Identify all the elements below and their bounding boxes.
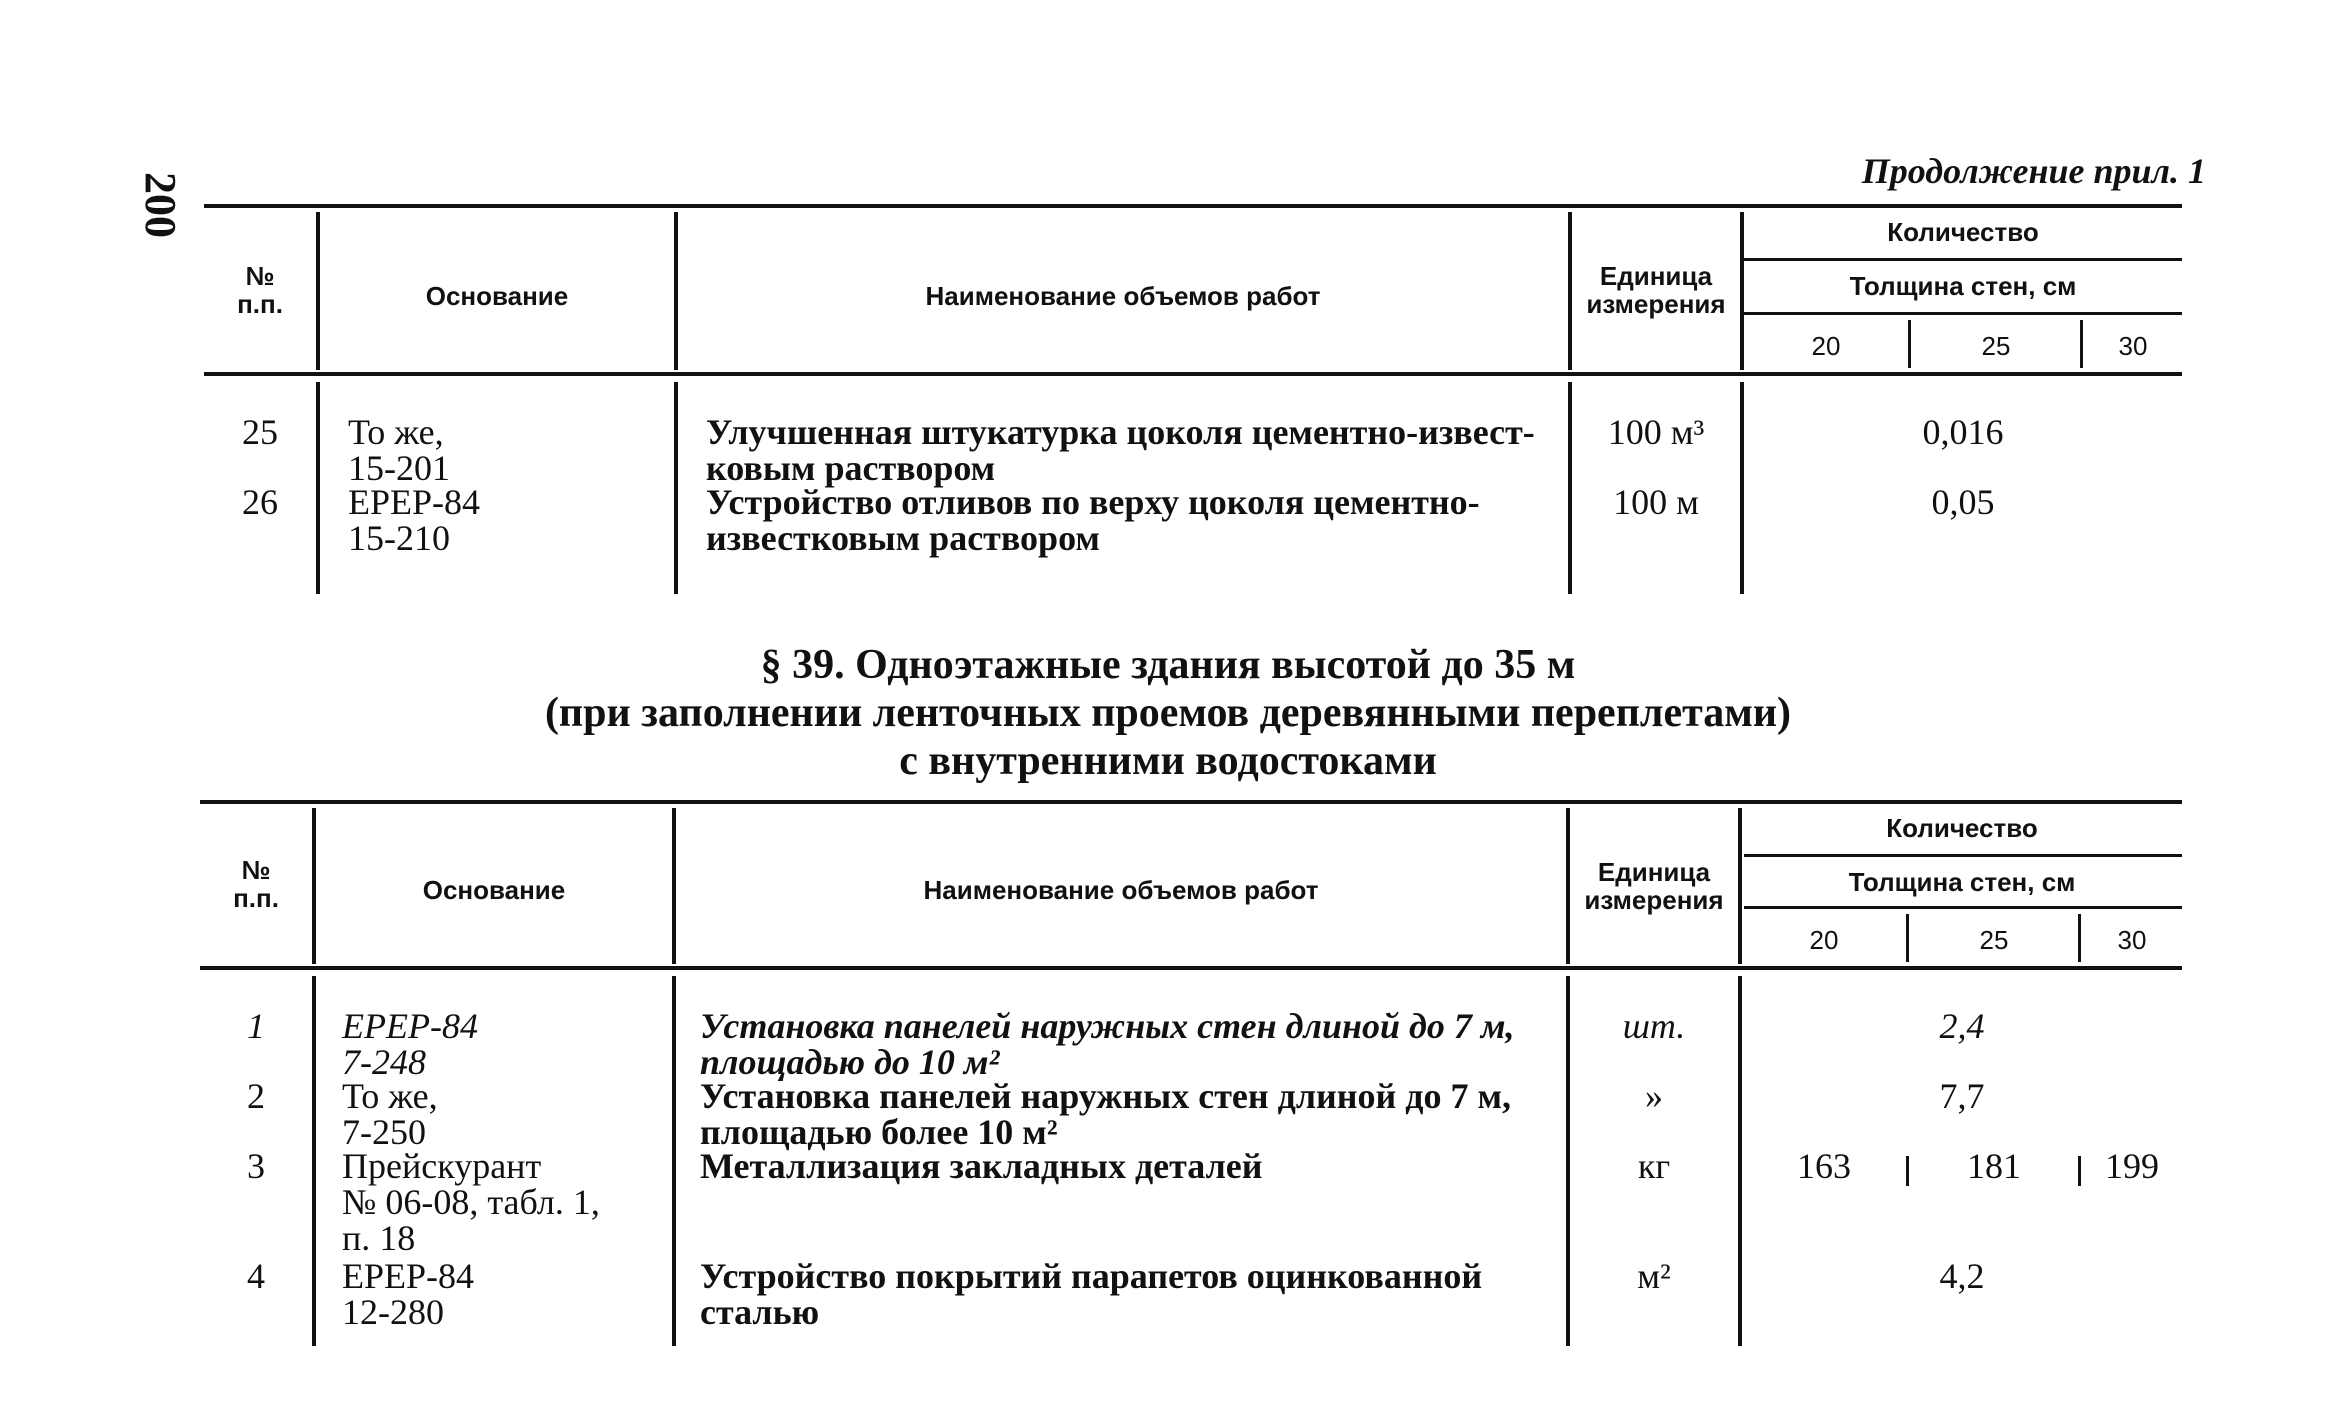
- table-row-work: Улучшенная штукатурка цоколя цементно-извест- ковым раствором: [706, 412, 1535, 488]
- continuation-note: Продолжение прил. 1: [1861, 151, 2206, 191]
- table-row-num: 26: [242, 482, 278, 522]
- table-1-thickness-divider: [2080, 320, 2083, 368]
- header-unit: Единица измерения: [1586, 261, 1726, 319]
- header-quantity: Количество: [1886, 813, 2038, 843]
- table-row-unit: 100 м: [1613, 482, 1699, 522]
- table-row-basis: ЕРЕР-84 7-248: [342, 1006, 478, 1082]
- page-number: 200: [136, 172, 185, 238]
- header-quantity: Количество: [1887, 217, 2039, 247]
- table-2-thickness-divider: [2078, 914, 2081, 962]
- table-row-qty: 0,016: [1922, 412, 2004, 452]
- table-row-qty: 2,4: [1939, 1006, 1985, 1046]
- table-1-header-bottom-rule: [204, 372, 2182, 376]
- table-row-qty-25: 181: [1967, 1146, 2021, 1186]
- table-row-qty-20: 163: [1797, 1146, 1851, 1186]
- table-2-thickness-rule: [1744, 906, 2182, 909]
- header-t20: 20: [1809, 925, 1839, 955]
- qty-divider: [1906, 1156, 1909, 1186]
- table-row-basis: ЕРЕР-84 15-210: [348, 482, 481, 558]
- table-1-quantity-rule: [1744, 258, 2182, 261]
- table-2-col-divider: [312, 976, 316, 1346]
- header-t25: 25: [1979, 925, 2009, 955]
- header-basis: Основание: [425, 281, 569, 311]
- table-row-unit: »: [1645, 1076, 1663, 1116]
- section-title-line-3: с внутренними водостоками: [899, 738, 1437, 784]
- table-row-work: Металлизация закладных деталей: [700, 1146, 1263, 1186]
- header-thickness: Толщина стен, см: [1848, 867, 2076, 897]
- table-1-col-divider: [316, 382, 320, 594]
- table-row-basis: Прейскурант № 06-08, табл. 1, п. 18: [342, 1146, 600, 1258]
- header-basis: Основание: [422, 875, 566, 905]
- header-thickness: Толщина стен, см: [1849, 271, 2077, 301]
- table-row-qty: 4,2: [1939, 1256, 1985, 1296]
- table-row-work: Установка панелей наружных стен длиной до 7 м, площадью до 10 м²: [700, 1006, 1515, 1082]
- table-row-num: 3: [247, 1146, 265, 1186]
- table-row-work: Устройство отливов по верху цоколя цементно- известковым раствором: [706, 482, 1480, 558]
- table-row-basis: ЕРЕР-84 12-280: [342, 1256, 475, 1332]
- section-title-line-1: § 39. Одноэтажные здания высотой до 35 м: [760, 642, 1576, 688]
- header-t25: 25: [1981, 331, 2011, 361]
- header-t30: 30: [2118, 331, 2148, 361]
- table-row-unit: кг: [1637, 1146, 1671, 1186]
- header-num: № п.п.: [233, 855, 279, 913]
- header-unit: Единица измерения: [1584, 857, 1724, 915]
- header-work: Наименование объемов работ: [925, 281, 1321, 311]
- header-work: Наименование объемов работ: [923, 875, 1319, 905]
- section-title-line-2: (при заполнении ленточных проемов деревянными переплетами): [544, 690, 1792, 736]
- table-1-thickness-divider: [1908, 320, 1911, 368]
- table-row-qty: 7,7: [1939, 1076, 1985, 1116]
- table-row-num: 2: [247, 1076, 265, 1116]
- table-row-qty: 0,05: [1931, 482, 1995, 522]
- table-row-num: 4: [247, 1256, 265, 1296]
- table-2-quantity-rule: [1744, 854, 2182, 857]
- header-t20: 20: [1811, 331, 1841, 361]
- table-2-header-bottom-rule: [200, 966, 2182, 970]
- table-row-work: Установка панелей наружных стен длиной до 7 м, площадью более 10 м²: [700, 1076, 1512, 1152]
- table-1-top-rule: [204, 204, 2182, 208]
- table-2-thickness-divider: [1906, 914, 1909, 962]
- table-row-work: Устройство покрытий парапетов оцинкованной сталью: [700, 1256, 1483, 1332]
- table-1-thickness-rule: [1744, 312, 2182, 315]
- table-row-basis: То же, 15-201: [348, 412, 450, 488]
- table-row-num: 1: [247, 1006, 265, 1046]
- table-2-col-divider: [672, 976, 676, 1346]
- table-row-unit: м²: [1637, 1256, 1671, 1296]
- table-row-num: 25: [242, 412, 278, 452]
- header-t30: 30: [2117, 925, 2147, 955]
- qty-divider: [2078, 1156, 2081, 1186]
- table-2-top-rule: [200, 800, 2182, 804]
- header-num: № п.п.: [237, 261, 283, 319]
- table-1-col-divider: [674, 382, 678, 594]
- table-row-qty-30: 199: [2105, 1146, 2159, 1186]
- table-row-basis: То же, 7-250: [342, 1076, 438, 1152]
- table-row-unit: 100 м³: [1607, 412, 1705, 452]
- table-row-unit: шт.: [1622, 1006, 1686, 1046]
